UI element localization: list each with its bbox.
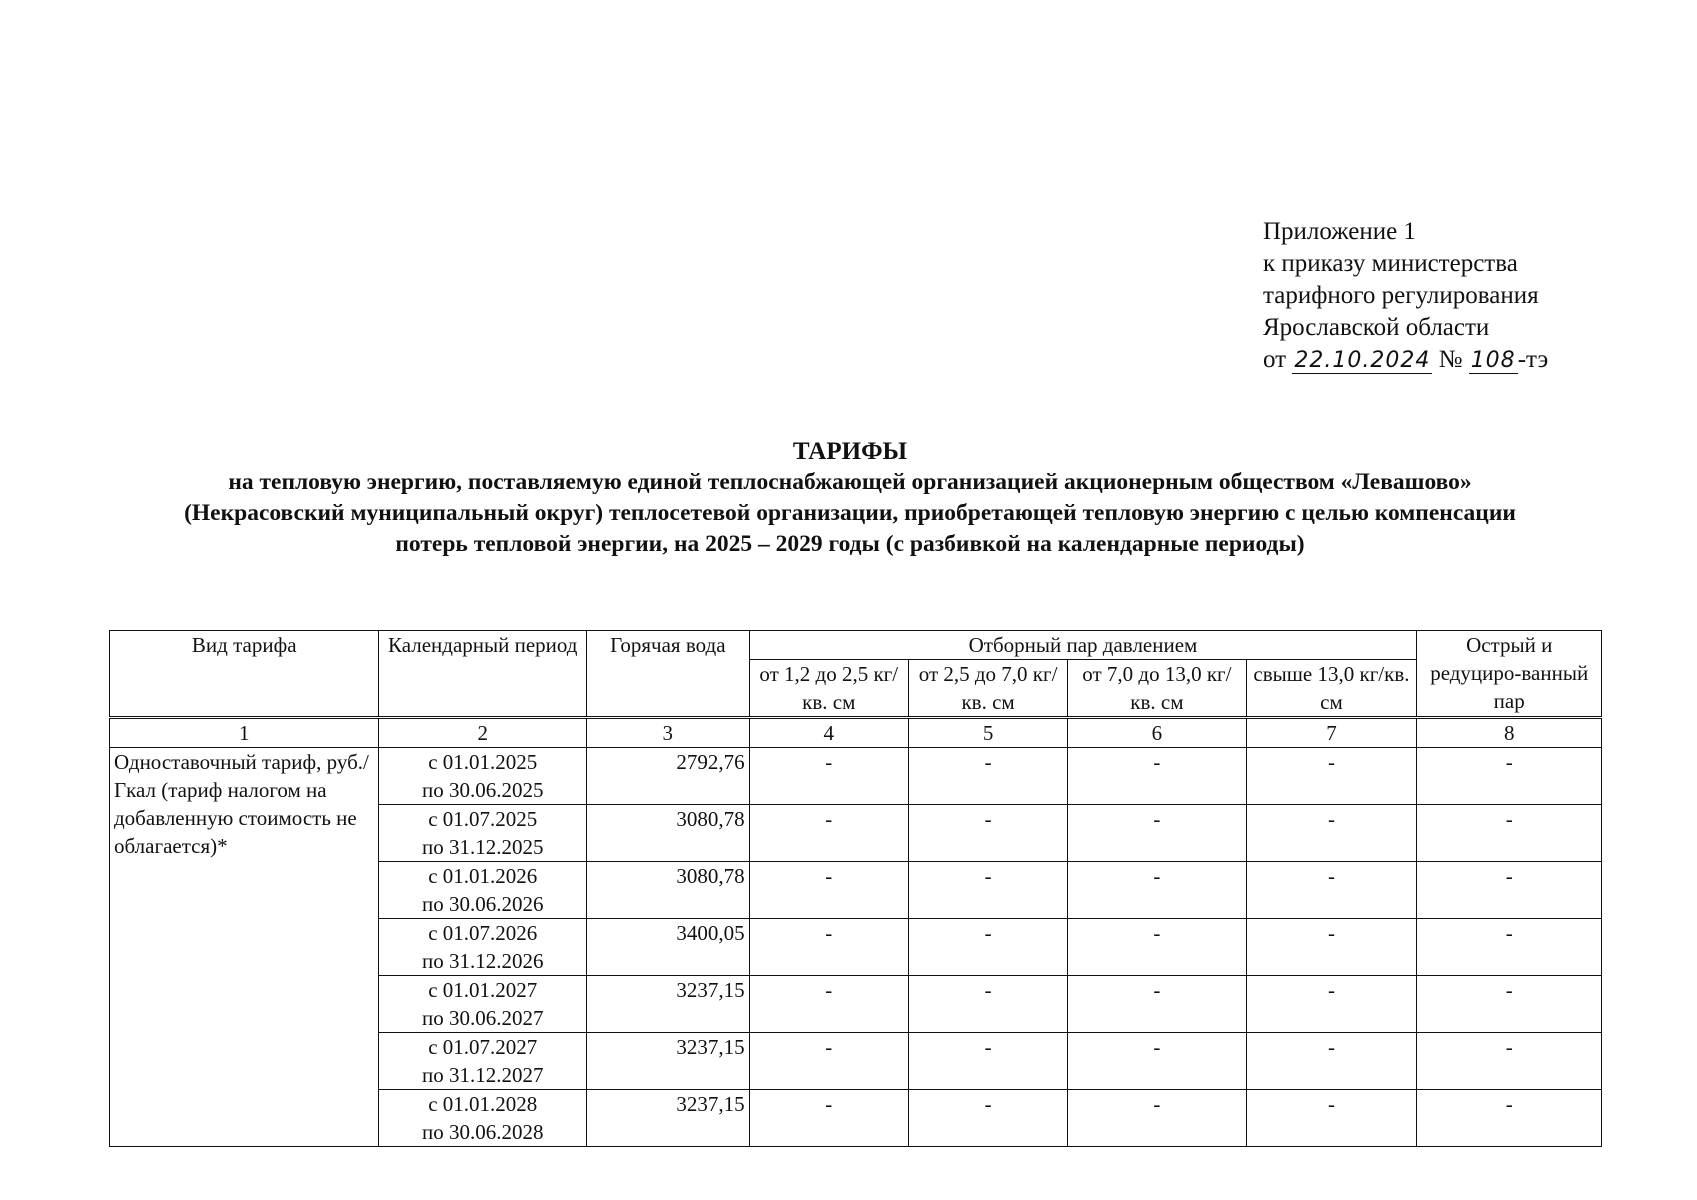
pressure-1-value: - (749, 862, 908, 919)
hot-water-value: 2792,76 (587, 748, 750, 805)
sharp-steam-value: - (1417, 919, 1602, 976)
period-cell (379, 862, 587, 919)
header-pressure-3: от 7,0 до 13,0 кг/кв. см (1068, 660, 1246, 718)
table-header-row (110, 631, 1602, 660)
number-suffix: -тэ (1517, 346, 1549, 373)
column-number: 8 (1417, 718, 1602, 748)
hot-water-value: 3237,15 (587, 1090, 750, 1147)
column-number: 4 (749, 718, 908, 748)
pressure-3-value: - (1068, 1090, 1246, 1147)
sharp-steam-value: - (1417, 805, 1602, 862)
column-number: 3 (587, 718, 750, 748)
appendix-line-2: к приказу министерства (1263, 250, 1518, 277)
pressure-3-value: - (1068, 805, 1246, 862)
column-number: 5 (908, 718, 1067, 748)
pressure-1-value: - (749, 919, 908, 976)
period-cell (379, 805, 587, 862)
pressure-4-value: - (1246, 976, 1417, 1033)
hot-water-value: 3080,78 (587, 805, 750, 862)
pressure-3-value: - (1068, 976, 1246, 1033)
column-number: 2 (379, 718, 587, 748)
date-prefix: от (1263, 346, 1287, 373)
pressure-1-value: - (749, 1090, 908, 1147)
header-kind: Вид тарифа (110, 631, 379, 718)
column-number: 6 (1068, 718, 1246, 748)
period-to: по 30.06.2026 (422, 892, 544, 916)
hot-water-value: 3080,78 (587, 862, 750, 919)
period-to: по 30.06.2028 (422, 1120, 544, 1144)
sharp-steam-value: - (1417, 1090, 1602, 1147)
period-from: с 01.07.2025 (428, 807, 538, 831)
appendix-line-4: Ярославской области (1263, 314, 1490, 341)
hot-water-value: 3237,15 (587, 1033, 750, 1090)
period-from: с 01.01.2028 (428, 1092, 538, 1116)
period-from: с 01.01.2027 (428, 978, 538, 1002)
pressure-1-value: - (749, 1033, 908, 1090)
tariffs-table (109, 630, 1602, 1147)
header-period: Календарный период (379, 631, 587, 718)
order-date: 22.10.2024 (1294, 348, 1431, 373)
number-prefix: № (1438, 346, 1463, 373)
document-title-block (150, 436, 1550, 560)
appendix-block (1263, 216, 1548, 376)
period-from: с 01.01.2025 (428, 750, 538, 774)
header-pressure-4: свыше 13,0 кг/кв. см (1246, 660, 1417, 718)
appendix-date-line (1263, 344, 1548, 376)
period-from: с 01.07.2027 (428, 1035, 538, 1059)
hot-water-value: 3237,15 (587, 976, 750, 1033)
period-from: с 01.01.2026 (428, 864, 538, 888)
header-sharp-steam: Острый и редуциро-ванный пар (1417, 631, 1602, 718)
header-steam-group: Отборный пар давлением (749, 631, 1417, 660)
period-cell (379, 919, 587, 976)
pressure-2-value: - (908, 805, 1067, 862)
pressure-4-value: - (1246, 862, 1417, 919)
hot-water-value: 3400,05 (587, 919, 750, 976)
pressure-3-value: - (1068, 919, 1246, 976)
sharp-steam-value: - (1417, 862, 1602, 919)
sharp-steam-value: - (1417, 976, 1602, 1033)
column-numbers-row (110, 718, 1602, 748)
table-row (110, 748, 1602, 805)
column-number: 1 (110, 718, 379, 748)
appendix-line-3: тарифного регулирования (1263, 282, 1539, 309)
tariff-kind: Одноставочный тариф, руб./Гкал (тариф налогом на добавленную стоимость не облагается)* (110, 748, 379, 1147)
pressure-4-value: - (1246, 919, 1417, 976)
period-to: по 31.12.2025 (422, 835, 544, 859)
pressure-3-value: - (1068, 1033, 1246, 1090)
pressure-2-value: - (908, 1090, 1067, 1147)
period-cell (379, 1033, 587, 1090)
pressure-4-value: - (1246, 1090, 1417, 1147)
header-hot-water: Горячая вода (587, 631, 750, 718)
period-to: по 30.06.2025 (422, 778, 544, 802)
pressure-2-value: - (908, 919, 1067, 976)
appendix-line-1: Приложение 1 (1263, 218, 1416, 245)
period-cell (379, 748, 587, 805)
pressure-3-value: - (1068, 748, 1246, 805)
pressure-1-value: - (749, 976, 908, 1033)
sharp-steam-value: - (1417, 1033, 1602, 1090)
header-pressure-1: от 1,2 до 2,5 кг/кв. см (749, 660, 908, 718)
order-number: 108 (1470, 348, 1516, 373)
pressure-2-value: - (908, 862, 1067, 919)
period-to: по 31.12.2027 (422, 1063, 544, 1087)
pressure-4-value: - (1246, 805, 1417, 862)
pressure-2-value: - (908, 748, 1067, 805)
pressure-4-value: - (1246, 1033, 1417, 1090)
document-subtitle: на тепловую энергию, поставляемую единой теплоснабжающей организацией акционерным обществом «Левашово» (Некрасовский муниципальный округ) теплосетевой организации, приобретающей тепловую энергию с целью компенсации потерь тепловой энергии, на 2025 – 2029 годы (с разбивкой на календарные периоды) (184, 469, 1516, 557)
sharp-steam-value: - (1417, 748, 1602, 805)
pressure-3-value: - (1068, 862, 1246, 919)
header-pressure-2: от 2,5 до 7,0 кг/кв. см (908, 660, 1067, 718)
period-cell (379, 1090, 587, 1147)
column-number: 7 (1246, 718, 1417, 748)
pressure-1-value: - (749, 805, 908, 862)
pressure-2-value: - (908, 1033, 1067, 1090)
period-from: с 01.07.2026 (428, 921, 538, 945)
period-cell (379, 976, 587, 1033)
pressure-2-value: - (908, 976, 1067, 1033)
pressure-1-value: - (749, 748, 908, 805)
period-to: по 31.12.2026 (422, 949, 544, 973)
document-heading: ТАРИФЫ (792, 438, 908, 465)
period-to: по 30.06.2027 (422, 1006, 544, 1030)
pressure-4-value: - (1246, 748, 1417, 805)
